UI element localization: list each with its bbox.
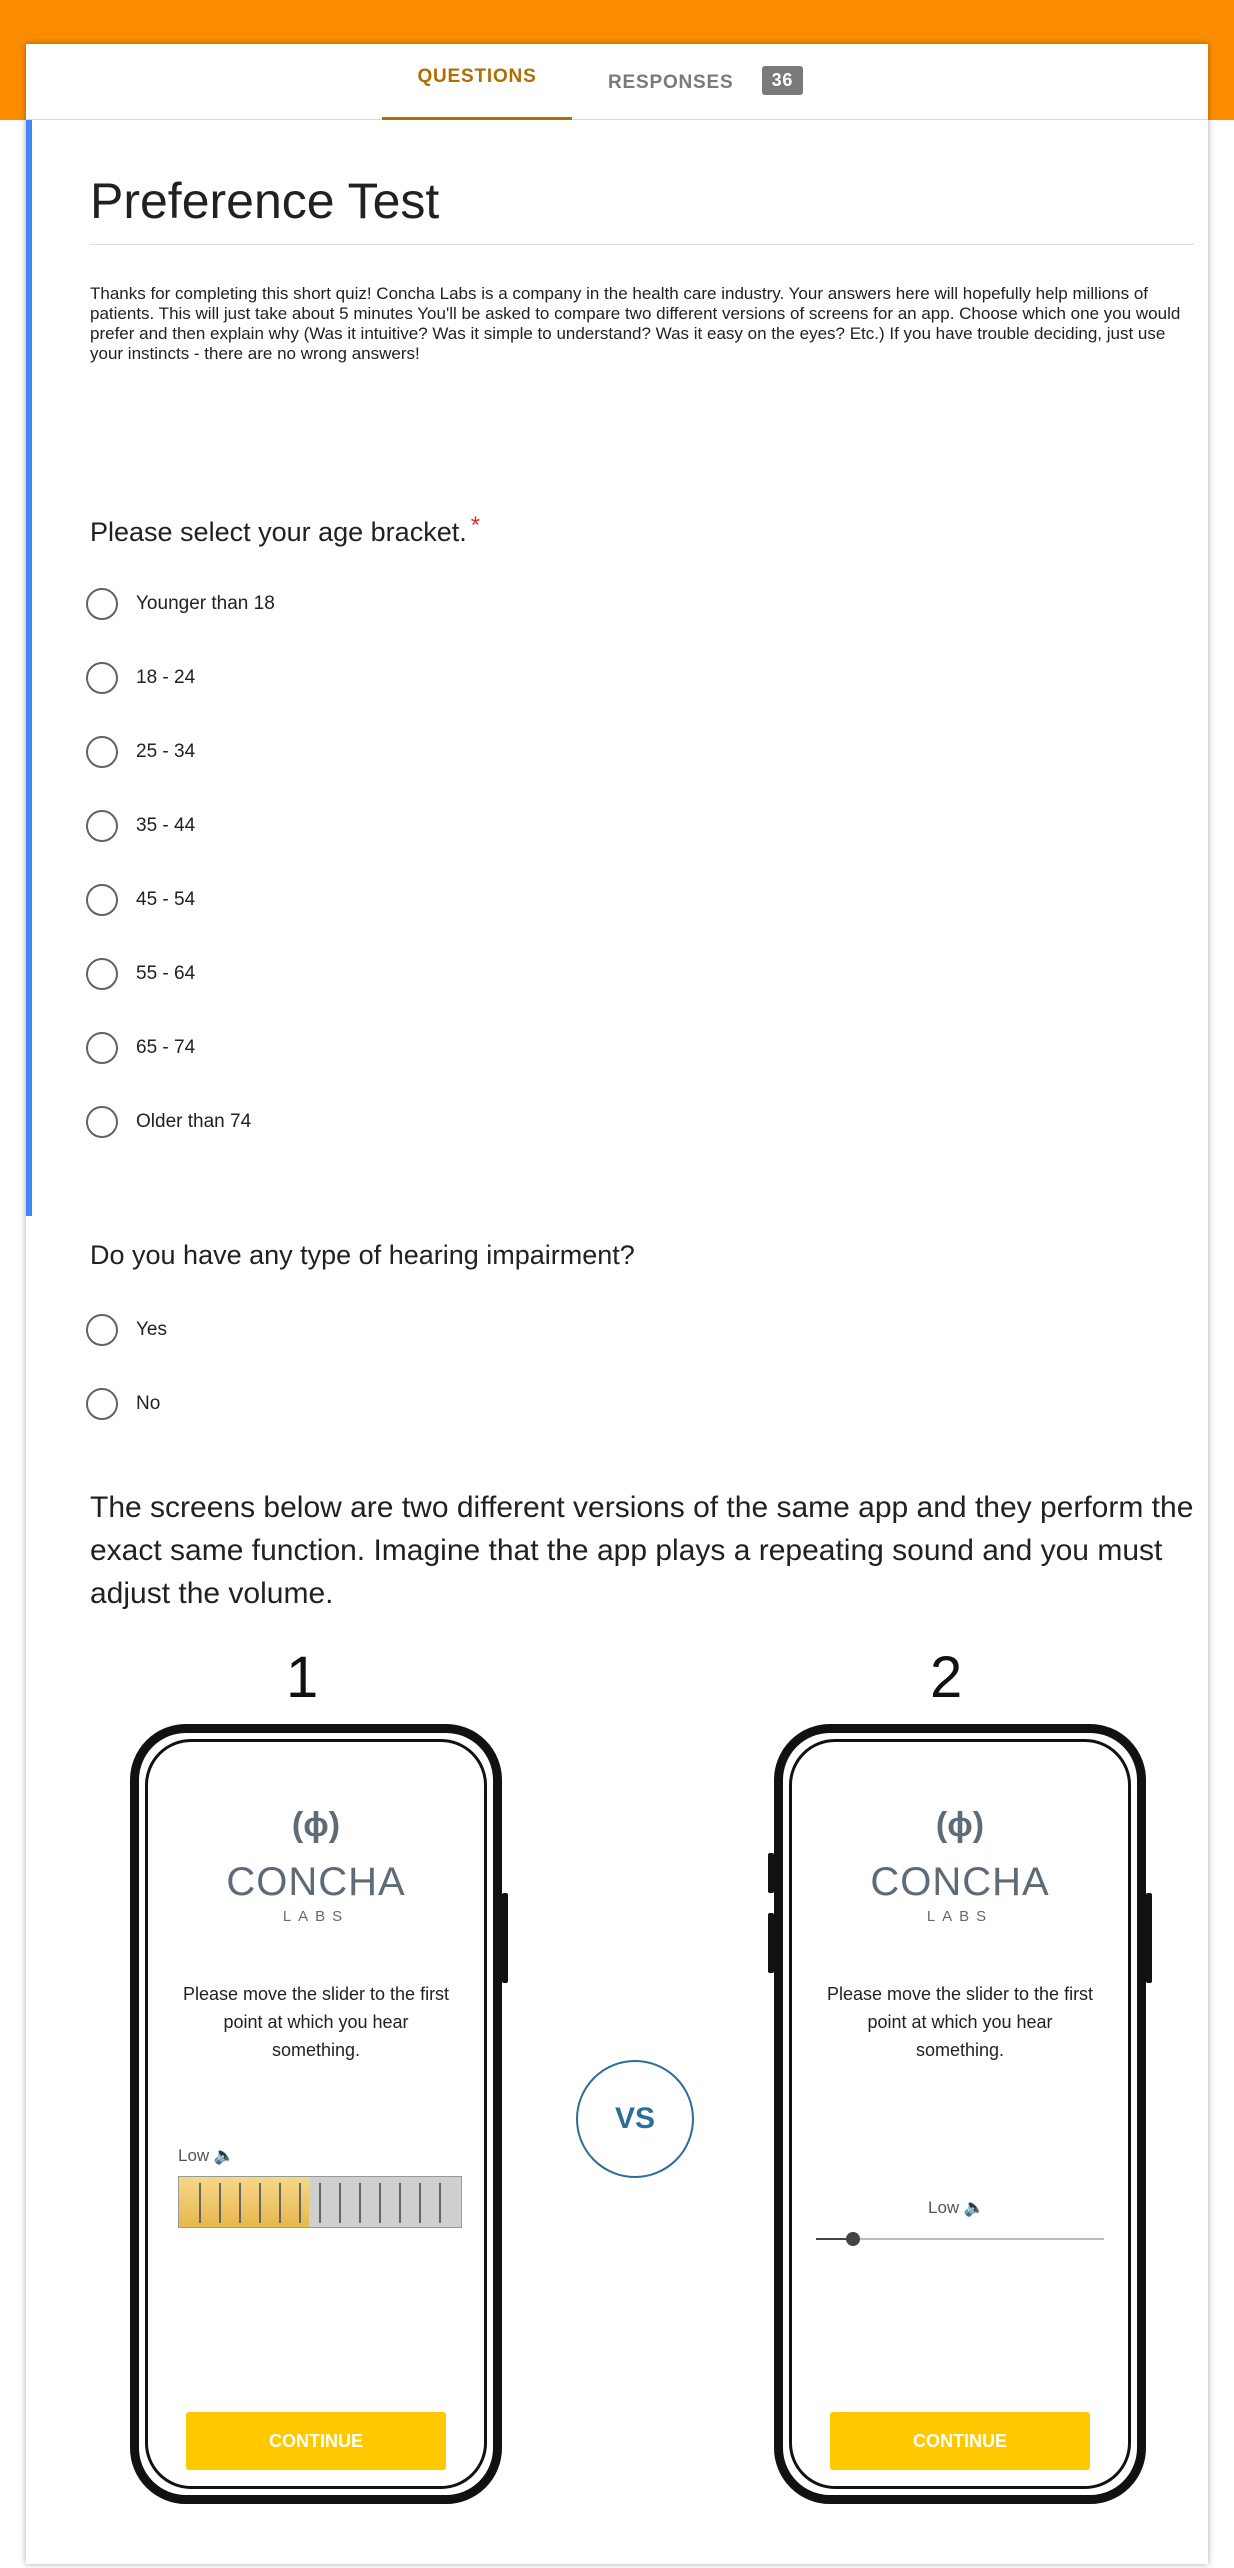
meter-tick — [319, 2183, 321, 2223]
phone-mockup-1 — [130, 1724, 502, 2504]
meter-tick — [439, 2183, 441, 2223]
meter-tick — [419, 2183, 421, 2223]
tab-questions[interactable] — [382, 66, 572, 120]
phone-mockup-2 — [774, 1724, 1146, 2504]
meter-tick — [299, 2183, 301, 2223]
instruction-text: Please move the slider to the first point at which you hear something. — [826, 1984, 1094, 2060]
meter-tick — [359, 2183, 361, 2223]
concha-logo-icon: (ϕ) — [935, 1806, 985, 1844]
radio-button[interactable] — [86, 1314, 118, 1346]
continue-button: CONTINUE — [186, 2412, 446, 2470]
responses-count-badge: 36 — [762, 66, 804, 95]
radio-button[interactable] — [86, 884, 118, 916]
age-option[interactable] — [86, 882, 195, 918]
option-label: Yes — [136, 1319, 167, 1340]
volume-low-label: Low 🔈 — [928, 2198, 986, 2217]
active-section-indicator — [26, 120, 32, 1216]
title-divider — [90, 244, 1194, 245]
tab-questions-label: QUESTIONS — [417, 66, 537, 87]
meter-tick — [259, 2183, 261, 2223]
radio-button[interactable] — [86, 1388, 118, 1420]
hearing-option-no[interactable] — [86, 1386, 160, 1422]
instruction-text: Please move the slider to the first point at which you hear something. — [182, 1984, 450, 2060]
phone-side-button — [1146, 1893, 1152, 1983]
volume-slider-knob — [846, 2232, 860, 2246]
continue-button: CONTINUE — [830, 2412, 1090, 2470]
phone-side-button — [502, 1893, 508, 1983]
form-card — [26, 44, 1208, 2564]
meter-tick — [339, 2183, 341, 2223]
radio-button[interactable] — [86, 588, 118, 620]
hearing-option-yes[interactable] — [86, 1312, 167, 1348]
concha-logo-icon: (ϕ) — [291, 1806, 341, 1844]
logo-name: CONCHA — [226, 1860, 406, 1904]
option-label: Younger than 18 — [136, 593, 275, 614]
age-option[interactable] — [86, 734, 195, 770]
form-title: Preference Test — [90, 173, 440, 229]
option-label: No — [136, 1393, 161, 1414]
option-label: 18 - 24 — [136, 667, 196, 688]
comparison-image — [86, 1644, 1186, 2544]
version-2-label: 2 — [930, 1645, 963, 1710]
logo-name: CONCHA — [870, 1860, 1050, 1904]
meter-tick — [239, 2183, 241, 2223]
meter-tick — [199, 2183, 201, 2223]
tab-responses[interactable] — [608, 66, 803, 120]
radio-button[interactable] — [86, 1106, 118, 1138]
question-age-text: Please select your age bracket. — [90, 517, 467, 547]
phone-side-button — [768, 1913, 774, 1973]
option-label: 55 - 64 — [136, 963, 196, 984]
question-screen-comparison: The screens below are two different versions of the same app and they perform the exact same function. Imagine that the app plays a repeating sound and you must adjust the volume. — [90, 1491, 1194, 1610]
age-option[interactable] — [86, 956, 195, 992]
radio-button[interactable] — [86, 810, 118, 842]
option-label: Older than 74 — [136, 1111, 252, 1132]
radio-button[interactable] — [86, 1032, 118, 1064]
option-label: 25 - 34 — [136, 741, 196, 762]
radio-button[interactable] — [86, 736, 118, 768]
logo-subtitle: LABS — [282, 1908, 350, 1925]
form-description: Thanks for completing this short quiz! Concha Labs is a company in the health care industry. Your answers here will hopefully help millions of patients. This will just take about 5 minutes You'll be asked to compare two different versions of screens for an app. Choose which one you would prefer and then explain why (Was it intuitive? Was it simple to understand? Was it easy on the eyes? Etc.) If you have trouble deciding, just use your instincts - there are no wrong answers! — [90, 284, 1181, 363]
phone-screen — [789, 1739, 1131, 2489]
age-option[interactable] — [86, 586, 275, 622]
age-option[interactable] — [86, 1104, 251, 1140]
tab-responses-label: RESPONSES — [608, 72, 734, 93]
option-label: 35 - 44 — [136, 815, 196, 836]
radio-button[interactable] — [86, 662, 118, 694]
question-hearing-impairment: Do you have any type of hearing impairment? — [90, 1240, 635, 1270]
tab-bar — [26, 44, 1208, 120]
required-asterisk: * — [470, 512, 481, 539]
question-age-bracket — [90, 512, 480, 548]
volume-low-label: Low 🔈 — [178, 2146, 236, 2165]
phone-screen — [145, 1739, 487, 2489]
meter-tick — [379, 2183, 381, 2223]
age-option[interactable] — [86, 1030, 195, 1066]
age-option[interactable] — [86, 660, 195, 696]
vs-badge: VS — [576, 2060, 694, 2178]
phone-side-button — [768, 1853, 774, 1893]
volume-meter — [178, 2176, 462, 2228]
radio-button[interactable] — [86, 958, 118, 990]
meter-tick — [279, 2183, 281, 2223]
version-1-label: 1 — [286, 1645, 319, 1710]
option-label: 45 - 54 — [136, 889, 196, 910]
option-label: 65 - 74 — [136, 1037, 196, 1058]
logo-subtitle: LABS — [926, 1908, 994, 1925]
meter-tick — [399, 2183, 401, 2223]
age-option[interactable] — [86, 808, 195, 844]
meter-tick — [219, 2183, 221, 2223]
